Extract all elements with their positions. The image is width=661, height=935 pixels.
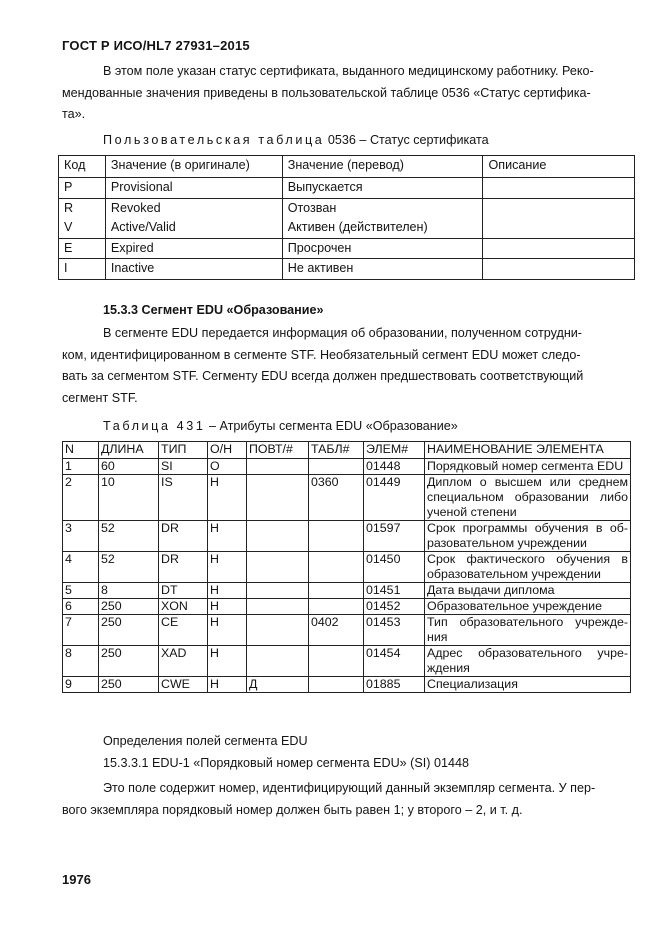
edu-line-4: сегмент STF. xyxy=(62,390,138,405)
repeat-cell xyxy=(247,459,309,475)
table-row xyxy=(59,238,635,259)
table-0536-caption: Пользовательская таблица 0536 – Статус сертификата xyxy=(103,133,489,147)
element-name-cell: Срок фактического обучения в образовательном учреждении xyxy=(425,552,631,583)
length-cell: 10 xyxy=(99,475,159,521)
table-row xyxy=(63,583,631,599)
type-cell: XAD xyxy=(159,646,208,677)
element-num-cell: 01451 xyxy=(364,583,425,599)
seq-cell: 7 xyxy=(63,615,99,646)
repeat-cell xyxy=(247,646,309,677)
seq-cell: 9 xyxy=(63,677,99,693)
element-name-cell: Порядковый номер сегмента EDU xyxy=(425,459,631,475)
header-cell: Значение (перевод) xyxy=(282,156,483,178)
original-value-cell: Inactive xyxy=(105,259,282,280)
description-cell xyxy=(483,238,635,259)
table-num-cell xyxy=(309,459,364,475)
original-value-cell: Provisional xyxy=(105,178,282,199)
element-num-cell: 01452 xyxy=(364,599,425,615)
description-cell xyxy=(483,218,635,238)
length-cell: 52 xyxy=(99,552,159,583)
table-row xyxy=(63,521,631,552)
length-cell: 250 xyxy=(99,615,159,646)
page-number: 1976 xyxy=(62,872,91,887)
translated-value-cell: Отозван xyxy=(282,198,483,218)
table-row xyxy=(63,599,631,615)
repeat-cell xyxy=(247,599,309,615)
intro-line-3: та». xyxy=(62,107,86,121)
type-cell: DR xyxy=(159,521,208,552)
type-cell: DT xyxy=(159,583,208,599)
edu-paragraph xyxy=(62,323,630,409)
seq-cell: 1 xyxy=(63,459,99,475)
intro-line-1: В этом поле указан статус сертификата, выданного медицинскому работнику. Реко- xyxy=(103,64,594,78)
seq-cell: 6 xyxy=(63,599,99,615)
length-cell: 250 xyxy=(99,677,159,693)
type-cell: CWE xyxy=(159,677,208,693)
length-cell: 250 xyxy=(99,646,159,677)
table-num-cell xyxy=(309,677,364,693)
type-cell: SI xyxy=(159,459,208,475)
seq-cell: 4 xyxy=(63,552,99,583)
element-name-cell: Дата выдачи диплома xyxy=(425,583,631,599)
optionality-cell: Н xyxy=(208,583,247,599)
original-value-cell: Active/Valid xyxy=(105,218,282,238)
header-cell: ДЛИНА xyxy=(99,442,159,459)
document-header: ГОСТ Р ИСО/HL7 27931–2015 xyxy=(62,38,250,53)
original-value-cell: Expired xyxy=(105,238,282,259)
translated-value-cell: Не активен xyxy=(282,259,483,280)
optionality-cell: Н xyxy=(208,521,247,552)
edu-line-1: В сегменте EDU передается информация об образовании, полученном сотрудни- xyxy=(103,326,582,340)
section-heading-edu: 15.3.3 Сегмент EDU «Образование» xyxy=(103,303,324,317)
repeat-cell xyxy=(247,583,309,599)
code-cell: P xyxy=(59,178,106,199)
table-num-cell xyxy=(309,599,364,615)
table-row xyxy=(63,552,631,583)
table-header-row xyxy=(63,442,631,459)
table-row xyxy=(63,615,631,646)
table-num-cell xyxy=(309,646,364,677)
definition-line-2: вого экземпляра порядковый номер должен быть равен 1; у второго – 2, и т. д. xyxy=(62,802,523,817)
repeat-cell xyxy=(247,475,309,521)
type-cell: DR xyxy=(159,552,208,583)
element-num-cell: 01885 xyxy=(364,677,425,693)
field-heading-edu-1: 15.3.3.1 EDU-1 «Порядковый номер сегмента EDU» (SI) 01448 xyxy=(103,756,469,770)
element-num-cell: 01449 xyxy=(364,475,425,521)
element-name-cell: Адрес образовательного учре-ждения xyxy=(425,646,631,677)
definition-paragraph xyxy=(62,778,630,821)
length-cell: 250 xyxy=(99,599,159,615)
repeat-cell xyxy=(247,615,309,646)
element-name-cell: Тип образовательного учрежде-ния xyxy=(425,615,631,646)
table-num-cell xyxy=(309,521,364,552)
seq-cell: 5 xyxy=(63,583,99,599)
header-cell: ПОВТ/# xyxy=(247,442,309,459)
element-name-cell: Диплом о высшем или среднем специальном образовании либо ученой степени xyxy=(425,475,631,521)
table-num-cell xyxy=(309,583,364,599)
edu-line-2: ком, идентифицированном в сегменте STF. Необязательный сегмент EDU может следо- xyxy=(62,347,581,362)
translated-value-cell: Активен (действителен) xyxy=(282,218,483,238)
code-cell: I xyxy=(59,259,106,280)
seq-cell: 3 xyxy=(63,521,99,552)
header-cell: ТАБЛ# xyxy=(309,442,364,459)
table-431-caption: Таблица 431 – Атрибуты сегмента EDU «Образование» xyxy=(103,419,458,433)
type-cell: CE xyxy=(159,615,208,646)
type-cell: XON xyxy=(159,599,208,615)
seq-cell: 2 xyxy=(63,475,99,521)
table-row xyxy=(59,198,635,218)
table-row xyxy=(59,218,635,238)
length-cell: 60 xyxy=(99,459,159,475)
table-row xyxy=(63,459,631,475)
table-row xyxy=(63,646,631,677)
length-cell: 8 xyxy=(99,583,159,599)
intro-line-2: мендованные значения приведены в пользовательской таблице 0536 «Статус сертифика- xyxy=(62,85,591,100)
table-431 xyxy=(62,441,631,693)
table-row xyxy=(63,475,631,521)
element-num-cell: 01454 xyxy=(364,646,425,677)
translated-value-cell: Просрочен xyxy=(282,238,483,259)
definitions-title: Определения полей сегмента EDU xyxy=(103,734,308,748)
optionality-cell: Н xyxy=(208,552,247,583)
table-row xyxy=(63,677,631,693)
table-header-row xyxy=(59,156,635,178)
optionality-cell: Н xyxy=(208,677,247,693)
table-row xyxy=(59,178,635,199)
repeat-cell: Д xyxy=(247,677,309,693)
header-cell: Описание xyxy=(483,156,635,178)
optionality-cell: Н xyxy=(208,599,247,615)
repeat-cell xyxy=(247,521,309,552)
element-name-cell: Образовательное учреждение xyxy=(425,599,631,615)
code-cell: R xyxy=(59,198,106,218)
table-row xyxy=(59,259,635,280)
repeat-cell xyxy=(247,552,309,583)
element-num-cell: 01453 xyxy=(364,615,425,646)
header-cell: ТИП xyxy=(159,442,208,459)
table-0536 xyxy=(58,155,635,280)
description-cell xyxy=(483,198,635,218)
table-num-cell: 0402 xyxy=(309,615,364,646)
table-num-cell xyxy=(309,552,364,583)
element-num-cell: 01450 xyxy=(364,552,425,583)
length-cell: 52 xyxy=(99,521,159,552)
seq-cell: 8 xyxy=(63,646,99,677)
element-num-cell: 01597 xyxy=(364,521,425,552)
code-cell: E xyxy=(59,238,106,259)
header-cell: N xyxy=(63,442,99,459)
original-value-cell: Revoked xyxy=(105,198,282,218)
header-cell: О/Н xyxy=(208,442,247,459)
description-cell xyxy=(483,178,635,199)
table-num-cell: 0360 xyxy=(309,475,364,521)
optionality-cell: Н xyxy=(208,646,247,677)
header-cell: НАИМЕНОВАНИЕ ЭЛЕМЕНТА xyxy=(425,442,631,459)
header-cell: ЭЛЕМ# xyxy=(364,442,425,459)
translated-value-cell: Выпускается xyxy=(282,178,483,199)
header-cell: Значение (в оригинале) xyxy=(105,156,282,178)
description-cell xyxy=(483,259,635,280)
element-name-cell: Срок программы обучения в об-разовательном учреждении xyxy=(425,521,631,552)
edu-line-3: вать за сегментом STF. Сегменту EDU всегда должен предшествовать соответствующий xyxy=(62,369,584,383)
optionality-cell: Н xyxy=(208,475,247,521)
optionality-cell: Н xyxy=(208,615,247,646)
code-cell: V xyxy=(59,218,106,238)
header-cell: Код xyxy=(59,156,106,178)
definition-line-1: Это поле содержит номер, идентифицирующий данный экземпляр сегмента. У пер- xyxy=(103,781,596,795)
element-name-cell: Специализация xyxy=(425,677,631,693)
element-num-cell: 01448 xyxy=(364,459,425,475)
intro-paragraph xyxy=(62,61,630,126)
optionality-cell: O xyxy=(208,459,247,475)
type-cell: IS xyxy=(159,475,208,521)
